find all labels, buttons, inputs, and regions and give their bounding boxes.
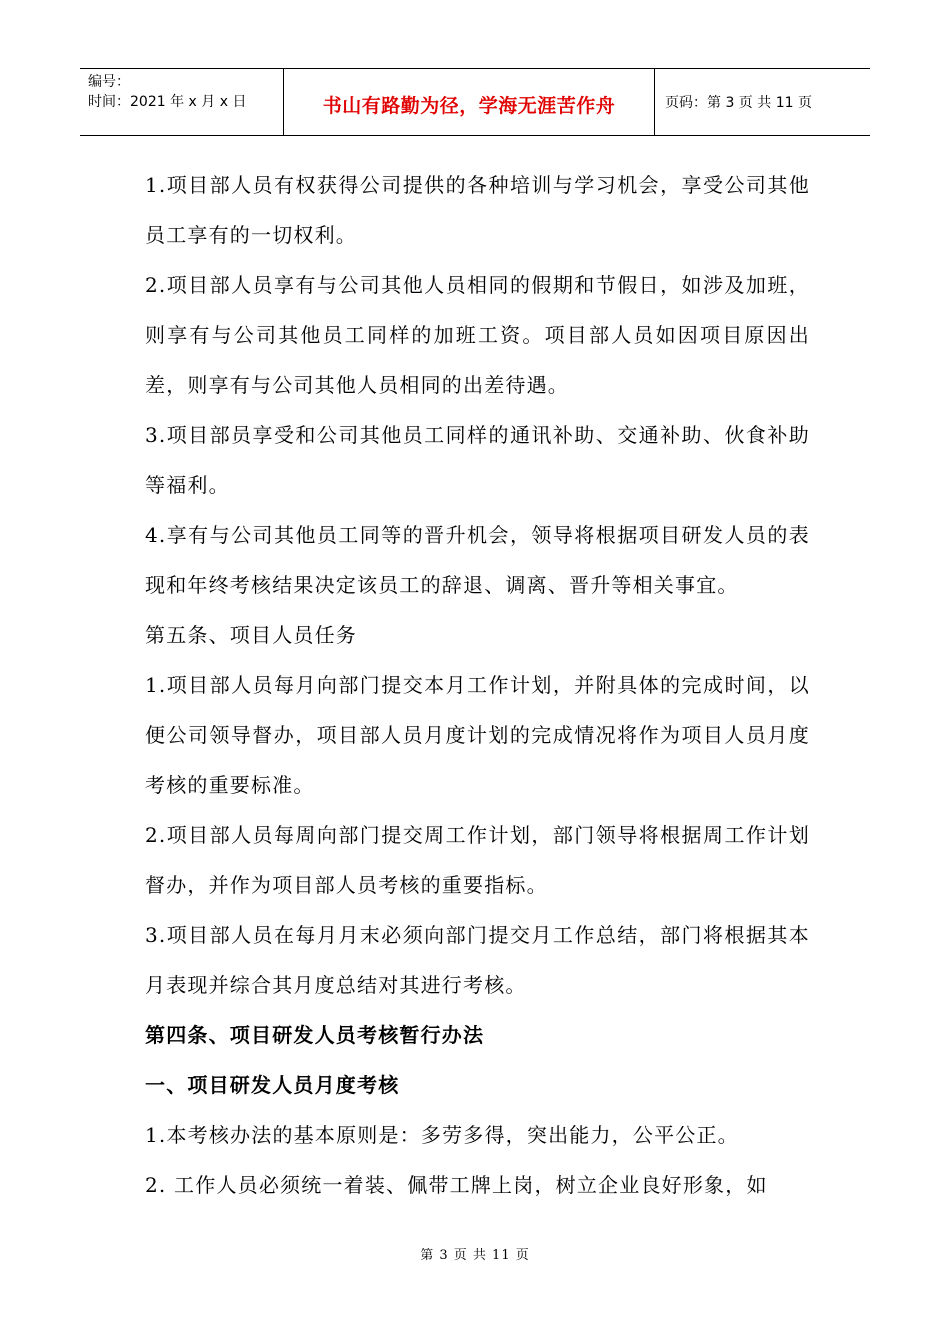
section-heading: 第五条、项目人员任务	[145, 623, 357, 647]
document-body	[145, 160, 810, 1210]
header-motto: 书山有路勤为径，学海无涯苦作舟	[322, 94, 616, 117]
page-header	[80, 68, 870, 136]
paragraph: 1.项目部人员每月向部门提交本月工作计划，并附具体的完成时间，以便公司领导督办，项目部人员月度计划的完成情况将作为项目人员月度考核的重要标准。	[145, 673, 810, 797]
paragraph: 1.项目部人员有权获得公司提供的各种培训与学习机会，享受公司其他员工享有的一切权利。	[145, 173, 810, 247]
header-meta	[80, 69, 283, 135]
header-motto-cell	[283, 69, 655, 135]
document-number-label: 编号：	[88, 74, 130, 90]
paragraph: 2.项目部人员每周向部门提交周工作计划，部门领导将根据周工作计划督办，并作为项目部人员考核的重要指标。	[145, 823, 810, 897]
header-page-info-cell	[655, 69, 870, 135]
section-heading: 第四条、项目研发人员考核暂行办法	[145, 1023, 485, 1047]
paragraph: 2.项目部人员享有与公司其他人员相同的假期和节假日，如涉及加班，则享有与公司其他员工同样的加班工资。项目部人员如因项目原因出差，则享有与公司其他人员相同的出差待遇。	[145, 273, 810, 397]
document-date-label: 时间：2021 年 x 月 x 日	[88, 94, 247, 110]
paragraph: 3.项目部员享受和公司其他员工同样的通讯补助、交通补助、伙食补助等福利。	[145, 423, 810, 497]
header-page-info: 页码：第 3 页 共 11 页	[665, 95, 812, 111]
paragraph: 4.享有与公司其他员工同等的晋升机会，领导将根据项目研发人员的表现和年终考核结果决定该员工的辞退、调离、晋升等相关事宜。	[145, 523, 810, 597]
subsection-heading: 一、项目研发人员月度考核	[145, 1073, 400, 1097]
paragraph: 1.本考核办法的基本原则是：多劳多得，突出能力，公平公正。	[145, 1123, 739, 1147]
paragraph: 3.项目部人员在每月月末必须向部门提交月工作总结，部门将根据其本月表现并综合其月度总结对其进行考核。	[145, 923, 810, 997]
paragraph: 2. 工作人员必须统一着装、佩带工牌上岗，树立企业良好形象，如	[145, 1173, 768, 1197]
page-footer: 第 3 页 共 11 页	[420, 1248, 530, 1263]
